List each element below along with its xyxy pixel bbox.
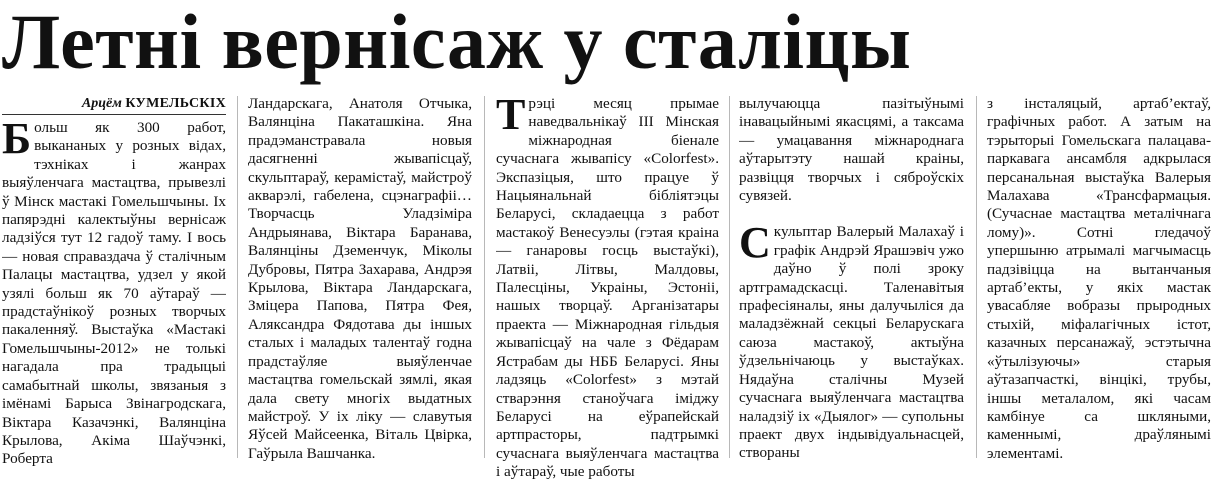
article-paragraph xyxy=(739,218,964,462)
paragraph-text: вылучаюцца пазітыўнымі інавацыйнымі якасцямі, а таксама — умацавання міжнароднага аўтарытэту нашай краіны, развіцця творчых і сяброўскіх сувязей. xyxy=(739,95,964,205)
author-family-name: КУМЕЛЬСКІХ xyxy=(125,96,226,111)
drop-cap: Б xyxy=(2,114,32,163)
paragraph-text: ольш як 300 работ, выкананых у розных відах, тэхніках і жанрах выяўленчага мастацтва, прывезлі ў Мінск мастакі Гомельшчыны. Іх папярэдні калектыўны вернісаж ладзіўся тут 12 гадоў таму. І вось — новая справаздача ў сталічным Палацы мастацтва, удзел у якой узялі больш як 70 аўтараў — прадстаўнікоў розных творчых пакаленняў. Выстаўка «Мастакі Гомельшчыны-2012» не толькі нагадала пра традыцыі самабытнай школы, звязаныя з імёнамі Барыса Звінагродскага, Віктара Казачэнкі, Валянціна Крылова, Акіма Шаўчэнкі, Роберта xyxy=(2,119,226,468)
article-paragraph-continued xyxy=(248,95,472,463)
drop-cap: Т xyxy=(496,95,526,139)
article-paragraph-continued xyxy=(987,95,1211,463)
text-column-1 xyxy=(2,95,226,490)
article-headline: Летні вернісаж у сталіцы xyxy=(2,0,912,85)
column-divider xyxy=(729,96,730,458)
article-paragraph-continued xyxy=(739,95,964,205)
paragraph-text: кульптар Валерый Малахаў і графік Андрэй Ярашэвіч ужо даўно ў полі зроку артграмадскасці. Таленавітыя прафесіяналы, яны далучыліся да маладзёжнай секцыі Беларускага саюза мастакоў, актыўна ўдзельнічаюць у выстаўках. Нядаўна сталічны Музей сучаснага выяўленчага мастацтва наладзіў іх «Дыялог» — супольны праект двух індывідуальнасцей, створаны xyxy=(739,223,964,462)
article-paragraph xyxy=(496,95,719,482)
text-column-4 xyxy=(739,95,964,490)
drop-cap: С xyxy=(739,218,771,268)
text-column-3 xyxy=(496,95,719,490)
byline xyxy=(2,95,226,115)
article-paragraph xyxy=(2,114,226,469)
column-divider xyxy=(237,96,238,458)
text-column-5 xyxy=(987,95,1211,490)
paragraph-text: Ландарскага, Анатоля Отчыка, Валянціна Пакаташкіна. Яна прадэманстравала новыя дасягненні жывапісцаў, скульптараў, керамістаў, майстроў акварэлі, габелена, сцэнаграфіі… Творчасць Уладзіміра Андрыянава, Віктара Баранава, Валянціны Дземенчук, Міколы Дубровы, Пятра Захарава, Андрэя Крылова, Віктара Ландарскага, Зміцера Папова, Пятра Фея, Аляксандра Фядотава ды іншых сталых і маладых талентаў годна прадстаўляе выяўленчае мастацтва гомельскай зямлі, якая дала свету многіх выдатных майстроў. У іх ліку — славутыя Яўсей Майсеенка, Віталь Цвірка, Гаўрыла Вашчанка. xyxy=(248,95,472,462)
column-divider xyxy=(976,96,977,458)
column-divider xyxy=(484,96,485,458)
author-given-name: Арцём xyxy=(81,96,122,111)
paragraph-text: рэці месяц прымае наведвальнікаў ІІІ Мінская міжнародная біенале сучаснага жывапісу «Colorfest». Экспазіцыя, што працуе ў Нацыянальнай бібліятэцы Беларусі, складаецца з работ мастакоў Венесуэлы (гэтая краіна — ганаровы госць выстаўкі), Латвіі, Літвы, Малдовы, Палесціны, Украіны, Эстоніі, нашых творцаў. Арганізатары праекта — Міжнародная гільдыя жывапісцаў на чале з Фёдарам Ястрабам ды НББ Беларусі. Яны ладзяць «Colorfest» з мэтай стварэння станоўчага іміджу Беларусі на еўрапейскай артпрасторы, падтрымкі сучаснага выяўленчага мастацтва і аўтараў, чые работы xyxy=(496,95,719,481)
paragraph-text: з інсталяцый, артаб’ектаў, графічных работ. А затым на тэрыторыі Гомельскага палацава-паркавага ансамбля адкрылася персанальная выстаўка Валерыя Малахава «Трансфармацыя. (Сучаснае мастацтва металічнага лому)». Сотні гледачоў упершыню атрымалі магчымасць падзівіцца на вытанчаныя артаб’екты, у якіх мастак увасабляе вобразы прыродных стыхій, міфалагічных істот, казачных персанажаў, эстэтычна «ўтылізуючы» старыя аўтазапчасткі, вінцікі, трубы, іншы металалом, які часам камбінуе са шкляными, каменнымі, драўлянымі элементамі. xyxy=(987,95,1211,462)
text-column-2 xyxy=(248,95,472,490)
